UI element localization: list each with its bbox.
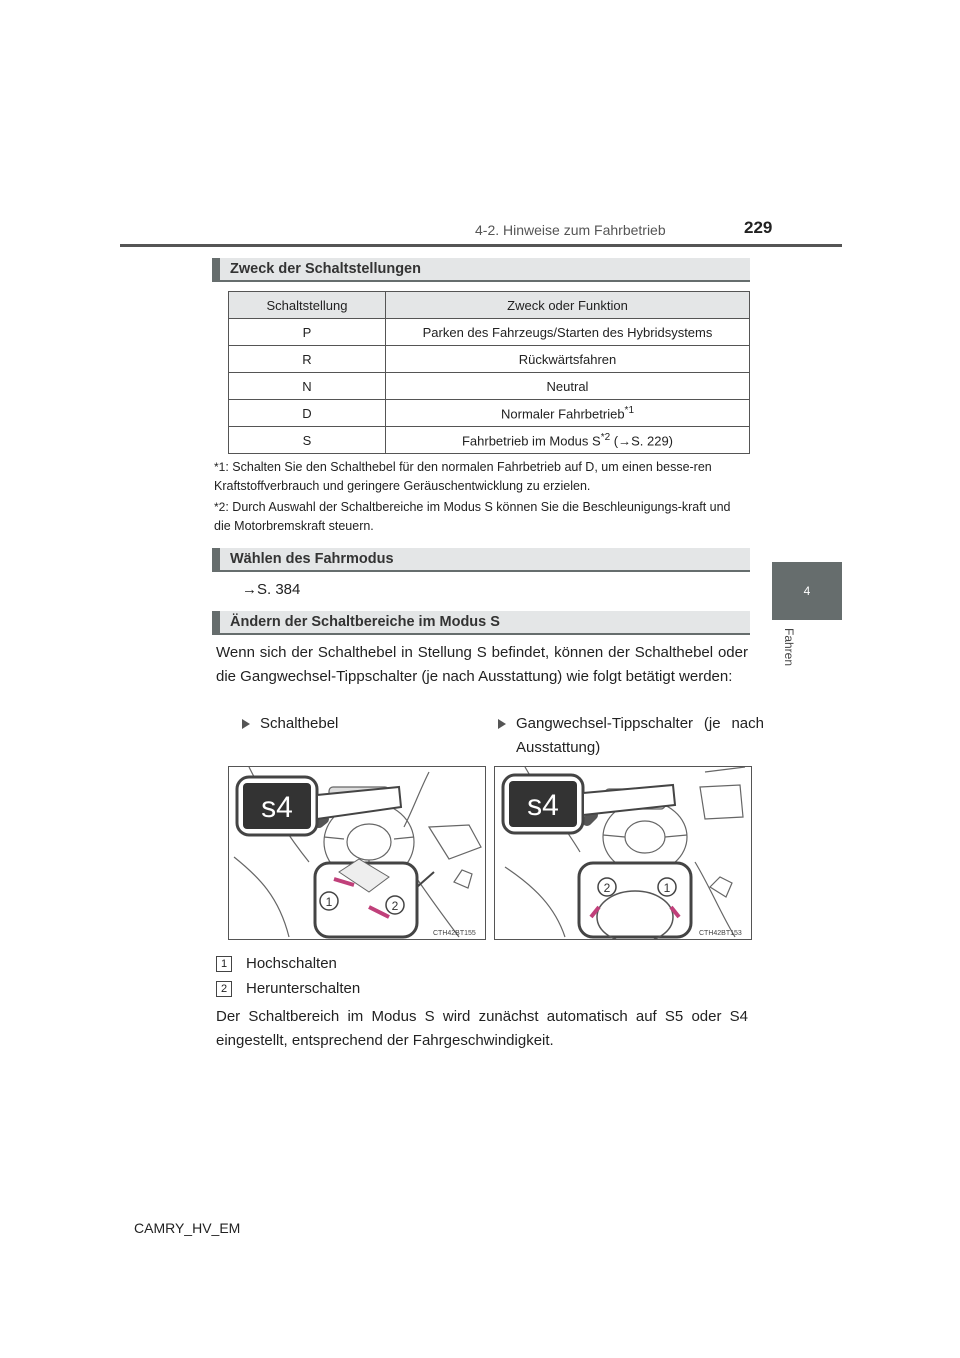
illustration-shift-lever — [228, 766, 486, 940]
table-header-cell: Schaltstellung — [229, 292, 386, 319]
table-cell-function: Parken des Fahrzeugs/Starten des Hybridsystems — [386, 319, 750, 346]
option-paddle-shifters: Gangwechsel-Tippschalter (je nach Ausstattung) — [498, 712, 764, 760]
table-cell-position: S — [229, 427, 386, 454]
image-code: CTH42BT153 — [699, 930, 742, 937]
triangle-bullet-icon — [242, 719, 250, 729]
footnote-ref[interactable]: *2 — [600, 431, 611, 443]
chapter-tab[interactable]: 4 — [772, 562, 842, 620]
table-row — [229, 319, 750, 346]
image-code: CTH42BT155 — [433, 930, 476, 937]
footnote-ref[interactable]: *1 — [624, 404, 634, 416]
shift-positions-table — [228, 291, 750, 454]
paddle-shifters-drawing — [495, 767, 751, 939]
illustration-paddle-shifters — [494, 766, 752, 940]
footnote-text: : Durch Auswahl der Schaltbereiche im Modus S können Sie die Beschleunigungs-kraft und die Motorbremskraft steuern. — [214, 500, 731, 533]
footnote-marker: *1 — [214, 460, 226, 474]
header-rule — [120, 244, 842, 247]
table-cell-position: R — [229, 346, 386, 373]
triangle-bullet-icon — [498, 719, 506, 729]
running-header: 4-2. Hinweise zum Fahrbetrieb — [475, 222, 666, 238]
table-cell-position: D — [229, 400, 386, 427]
table-cell-position: N — [229, 373, 386, 400]
section-heading-shift-positions: Zweck der Schaltstellungen — [212, 258, 750, 282]
chapter-label: Fahren — [782, 628, 796, 667]
option-shift-lever: Schalthebel — [242, 712, 338, 736]
legend-number: 2 — [216, 981, 232, 997]
legend-text: Hochschalten — [246, 955, 337, 972]
footnote-marker: *2 — [214, 500, 226, 514]
callout-1: 1 — [325, 895, 333, 909]
table-cell-function: Fahrbetrieb im Modus $S^{*2}$ (→S. 229) — [386, 427, 750, 454]
callout-1: 1 — [663, 881, 671, 895]
closing-paragraph: Der Schaltbereich im Modus S wird zunächst automatisch auf S5 oder S4 eingestellt, entsprechend der Fahrgeschwindigkeit. — [216, 1008, 748, 1049]
section-heading-drive-mode: Wählen des Fahrmodus — [212, 548, 750, 572]
page-reference-link[interactable]: →S. 384 — [242, 581, 301, 598]
legend-text: Herunterschalten — [246, 980, 361, 997]
table-cell-function: Normaler Fahrbetrieb$^{*1}$ — [386, 400, 750, 427]
shift-lever-drawing — [229, 767, 485, 939]
table-cell-position: P — [229, 319, 386, 346]
footnote-1 — [214, 458, 750, 496]
legend-item-upshift — [216, 952, 337, 976]
display-s4: s4 — [527, 789, 559, 822]
display-s4: s4 — [261, 791, 293, 824]
page-number: 229 — [744, 218, 773, 237]
callout-2: 2 — [391, 899, 399, 913]
legend-item-downshift — [216, 977, 360, 1001]
legend-number: 1 — [216, 956, 232, 972]
table-cell-function: Rückwärtsfahren — [386, 346, 750, 373]
footer-model-code: CAMRY_HV_EM — [134, 1220, 241, 1236]
table-row — [229, 373, 750, 400]
footnote-text: : Schalten Sie den Schalthebel für den normalen Fahrbetrieb auf D, um einen besse-ren Kraftstoffverbrauch und geringere Geräuschentwicklung zu erzielen. — [214, 460, 712, 493]
section-heading-s-mode: Ändern der Schaltbereiche im Modus S — [212, 611, 750, 635]
table-row — [229, 427, 750, 454]
table-row — [229, 346, 750, 373]
table-row — [229, 400, 750, 427]
table-header-row — [229, 292, 750, 319]
callout-2: 2 — [603, 881, 611, 895]
table-cell-function: Neutral — [386, 373, 750, 400]
table-header-cell: Zweck oder Funktion — [386, 292, 750, 319]
footnote-2 — [214, 498, 750, 536]
intro-paragraph: Wenn sich der Schalthebel in Stellung S befindet, können der Schalthebel oder die Gangwechsel-Tippschalter (je nach Ausstattung) wie folgt betätigt werden: — [216, 644, 748, 685]
page-reference-link[interactable]: (→S. 229) — [610, 433, 674, 449]
